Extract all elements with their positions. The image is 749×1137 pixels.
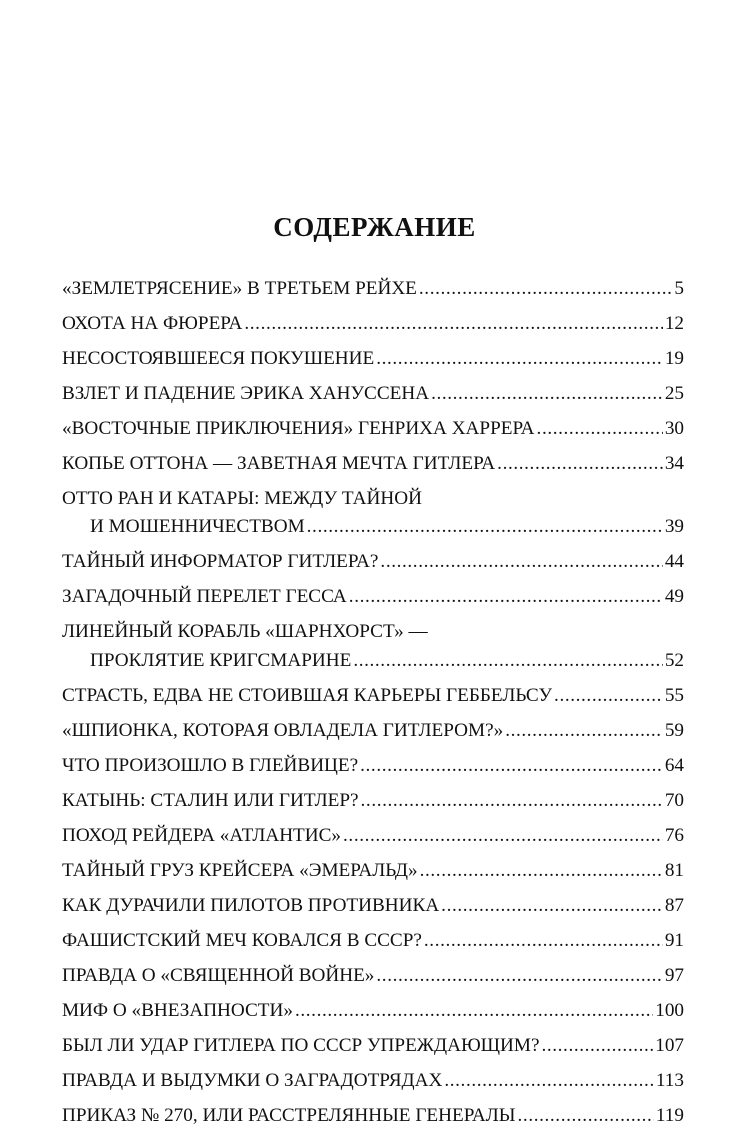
toc-entry (62, 927, 684, 955)
toc-entry-title: ПОХОД РЕЙДЕРА «АТЛАНТИС» (62, 824, 342, 846)
dot-leader (554, 682, 663, 710)
dot-leader (431, 380, 663, 408)
toc-entry-page: 12 (664, 313, 684, 334)
dot-leader (444, 1067, 654, 1095)
dot-leader (295, 997, 653, 1025)
dot-leader (361, 787, 663, 815)
dot-leader (349, 583, 663, 611)
dot-leader (376, 962, 662, 990)
dot-leader (497, 450, 663, 478)
toc-entry-title: МИФ О «ВНЕЗАПНОСТИ» (62, 999, 293, 1021)
toc-entry (62, 962, 684, 990)
toc-entry-page: 81 (664, 859, 684, 881)
dot-leader (307, 513, 663, 541)
dot-leader (505, 717, 663, 745)
toc-entry (62, 787, 684, 815)
toc-entry-page: 119 (655, 1104, 684, 1126)
toc-entry-title-line2: ПРОКЛЯТИЕ КРИГСМАРИНЕ (90, 649, 352, 671)
toc-entry-page: 52 (664, 649, 684, 671)
toc-entry-multiline (62, 618, 684, 675)
toc-entry-title: «ЗЕМЛЕТРЯСЕНИЕ» В ТРЕТЬЕМ РЕЙХЕ (62, 278, 417, 299)
toc-entry (62, 1032, 684, 1060)
dot-leader (420, 857, 663, 885)
dot-leader (343, 822, 663, 850)
toc-entry-title: КАТЫНЬ: СТАЛИН ИЛИ ГИТЛЕР? (62, 789, 359, 811)
toc-entry (62, 822, 684, 850)
toc-entry (62, 548, 684, 576)
dot-leader (518, 1102, 654, 1130)
toc-entry-page: 34 (664, 453, 684, 474)
toc-entry-page: 25 (664, 383, 684, 404)
toc-entry-title: ЧТО ПРОИЗОШЛО В ГЛЕЙВИЦЕ? (62, 754, 359, 776)
toc-entry-page: 70 (664, 789, 684, 811)
toc-entry-title: ТАЙНЫЙ ИНФОРМАТОР ГИТЛЕРА? (62, 551, 379, 573)
toc-entry (62, 997, 684, 1025)
dot-leader (441, 892, 663, 920)
dot-leader (353, 647, 663, 675)
toc-entry-title: КОПЬЕ ОТТОНА — ЗАВЕТНАЯ МЕЧТА ГИТЛЕРА (62, 453, 496, 474)
toc-entry (62, 275, 684, 303)
dot-leader (537, 415, 663, 443)
toc-entry (62, 857, 684, 885)
toc-entry-page: 113 (655, 1069, 684, 1091)
toc-entry-title: ОХОТА НА ФЮРЕРА (62, 313, 243, 334)
toc-entry (62, 415, 684, 443)
toc-entry-title-line1: ОТТО РАН И КАТАРЫ: МЕЖДУ ТАЙНОЙ (62, 488, 422, 509)
toc-entry-page: 44 (664, 551, 684, 573)
toc-entry-title: КАК ДУРАЧИЛИ ПИЛОТОВ ПРОТИВНИКА (62, 894, 440, 916)
toc-entry-page: 19 (664, 348, 684, 369)
toc-entry-title: ПРАВДА О «СВЯЩЕННОЙ ВОЙНЕ» (62, 964, 375, 986)
toc-entry (62, 583, 684, 611)
dot-leader (244, 310, 662, 338)
dot-leader (541, 1032, 653, 1060)
toc-entry-multiline (62, 485, 684, 542)
dot-leader (360, 752, 663, 780)
page-title: СОДЕРЖАНИЕ (273, 212, 476, 242)
toc-entry (62, 450, 684, 478)
dot-leader (376, 345, 663, 373)
toc-entry-title-line2: И МОШЕННИЧЕСТВОМ (90, 516, 305, 538)
toc-entry-title-line1: ЛИНЕЙНЫЙ КОРАБЛЬ «ШАРНХОРСТ» — (62, 621, 428, 643)
dot-leader (419, 275, 673, 303)
toc-entry-title: ТАЙНЫЙ ГРУЗ КРЕЙСЕРА «ЭМЕРАЛЬД» (62, 859, 418, 881)
toc-entry-page: 76 (664, 824, 684, 846)
toc-entry-title: СТРАСТЬ, ЕДВА НЕ СТОИВШАЯ КАРЬЕРЫ ГЕББЕЛЬСУ (62, 684, 553, 706)
toc-entry-page: 5 (674, 278, 684, 299)
toc-entry-title-line2-row (62, 647, 684, 675)
toc-entry-title-line2-row (62, 513, 684, 541)
toc-entry (62, 380, 684, 408)
toc-entry-page: 39 (664, 516, 684, 538)
toc-entry-page: 100 (655, 999, 684, 1021)
toc-entry-title: «ВОСТОЧНЫЕ ПРИКЛЮЧЕНИЯ» ГЕНРИХА ХАРРЕРА (62, 418, 535, 439)
toc-entry (62, 892, 684, 920)
toc-entry-title: НЕСОСТОЯВШЕЕСЯ ПОКУШЕНИЕ (62, 348, 375, 369)
toc-entry-page: 107 (655, 1034, 684, 1056)
toc-entry (62, 682, 684, 710)
toc-entry (62, 1102, 684, 1130)
toc-entry (62, 717, 684, 745)
toc-entry-title: ПРАВДА И ВЫДУМКИ О ЗАГРАДОТРЯДАХ (62, 1069, 443, 1091)
toc-entry-title: БЫЛ ЛИ УДАР ГИТЛЕРА ПО СССР УПРЕЖДАЮЩИМ? (62, 1034, 540, 1056)
toc-entry-title: ФАШИСТСКИЙ МЕЧ КОВАЛСЯ В СССР? (62, 929, 422, 951)
toc-entry-page: 30 (664, 418, 684, 439)
toc-entry-title: ЗАГАДОЧНЫЙ ПЕРЕЛЕТ ГЕССА (62, 586, 347, 608)
toc-entry-page: 91 (664, 929, 684, 951)
toc-entry (62, 310, 684, 338)
toc-entry-page: 49 (664, 586, 684, 608)
dot-leader (380, 548, 662, 576)
toc-entry-page: 55 (664, 684, 684, 706)
toc-entry-page: 87 (664, 894, 684, 916)
toc-entry-title: ВЗЛЕТ И ПАДЕНИЕ ЭРИКА ХАНУССЕНА (62, 383, 430, 404)
toc-entry (62, 1067, 684, 1095)
toc-entry-page: 64 (664, 754, 684, 776)
toc-entry (62, 345, 684, 373)
toc-entry (62, 752, 684, 780)
table-of-contents (62, 275, 684, 1137)
dot-leader (424, 927, 663, 955)
toc-entry-title: «ШПИОНКА, КОТОРАЯ ОВЛАДЕЛА ГИТЛЕРОМ?» (62, 719, 504, 741)
toc-entry-page: 59 (664, 719, 684, 741)
toc-entry-title: ПРИКАЗ № 270, ИЛИ РАССТРЕЛЯННЫЕ ГЕНЕРАЛЫ (62, 1104, 516, 1126)
toc-entry-page: 97 (664, 964, 684, 986)
